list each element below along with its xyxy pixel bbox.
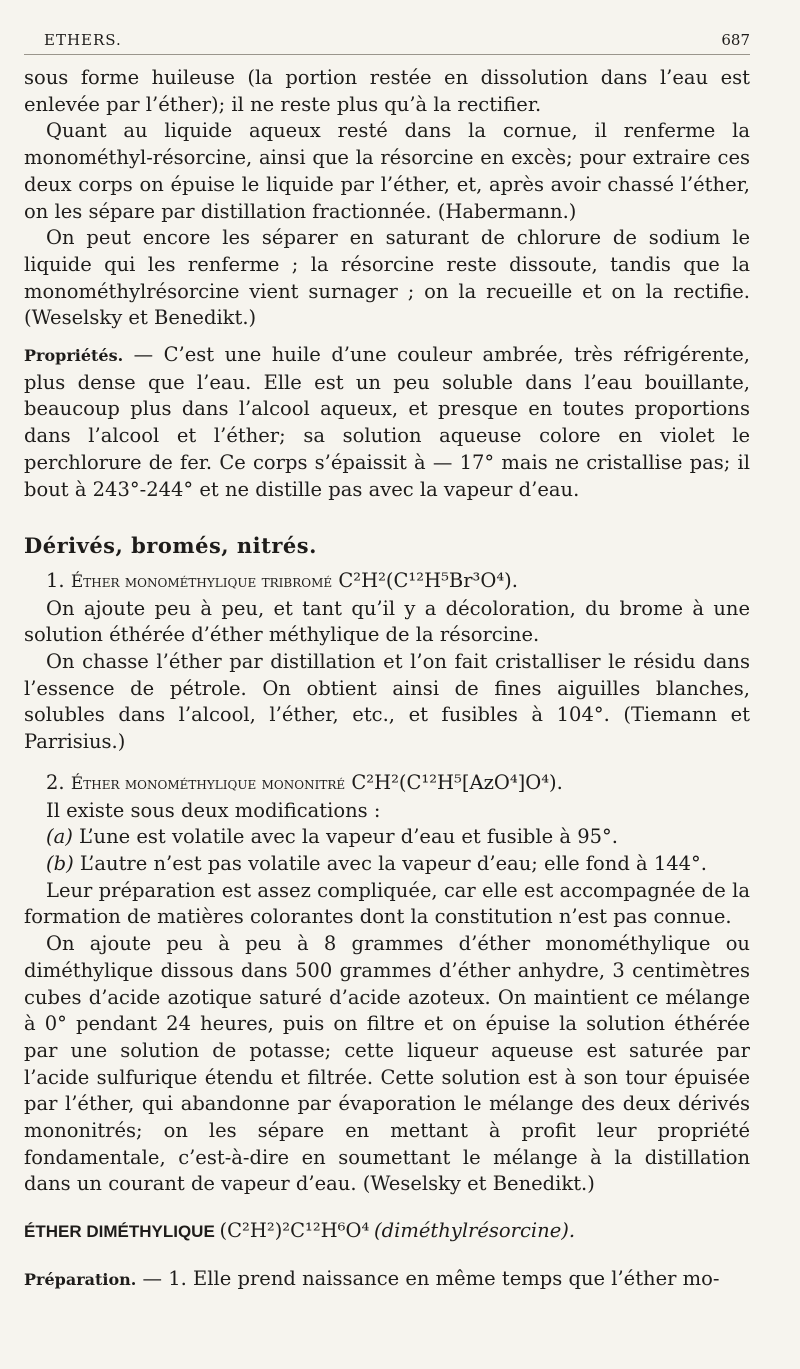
page-header	[24, 30, 750, 55]
properties-text: — C’est une huile d’une couleur ambrée, très réfrigérente, plus dense que l’eau. Elle est un peu soluble dans l’eau bouillante, beaucoup plus dans l’alcool aqueux, et presque en toutes proportions dans l’alcool et l’éther; sa solution aqueuse colore en violet le perchlorure de fer. Ce corps s’épaissit à — 17° mais ne cristallise pas; il bout à 243°-244° et ne distille pas avec la vapeur d’eau.	[24, 343, 750, 501]
ether-dimethylique-formula: (C²H²)²C¹²H⁶O⁴	[219, 1219, 370, 1243]
item1-paragraph: On chasse l’éther par distillation et l’on fait cristalliser le résidu dans l’essence de pétrole. On obtient ainsi de fines aiguilles blanches, solubles dans l’alcool, l’éther, etc., et fusibles à 104°. (Tiemann et Parrisius.)	[24, 650, 750, 754]
item1-paragraph: On ajoute peu à peu, et tant qu’il y a décoloration, du brome à une solution éthérée d’éther méthylique de la résorcine.	[24, 596, 750, 647]
properties-paragraph	[24, 342, 750, 503]
paragraph-separation: On peut encore les séparer en saturant de chlorure de sodium le liquide qui les renferme ; la résorcine reste dissoute, tandis que la monométhylrésorcine vient surnager ; on la recueille et on la rectifie. (Weselsky et Benedikt.)	[24, 226, 750, 330]
paragraph-aqueous-liquid: Quant au liquide aqueux resté dans la cornue, il renferme la monométhyl-résorcine, ainsi que la résorcine en excès; pour extraire ces deux corps on épuise le liquide par l’éther, et, après avoir chassé l’éther, on les sépare par distillation fractionnée. (Habermann.)	[24, 119, 750, 223]
item1-formula: C²H²(C¹²H⁵Br³O⁴).	[338, 568, 518, 592]
item2-mod-b	[24, 851, 750, 878]
mod-a-label: (a)	[46, 825, 73, 849]
preparation-paragraph	[24, 1266, 750, 1294]
paragraph-continuation: sous forme huileuse (la portion restée en dissolution dans l’eau est enlevée par l’éther); il ne reste plus qu’à la rectifier.	[24, 66, 750, 116]
properties-lead: Propriétés.	[24, 346, 124, 366]
mod-a-text: L’une est volatile avec la vapeur d’eau et fusible à 95°.	[79, 825, 618, 849]
ether-dimethylique-title	[24, 1218, 750, 1246]
preparation-lead: Préparation.	[24, 1269, 137, 1289]
item2-number: 2.	[46, 770, 65, 794]
item1-title	[24, 568, 750, 596]
page-number: 687	[721, 31, 750, 49]
item2-name: Éther monométhylique mononitré	[70, 773, 346, 794]
section-heading: Dérivés, bromés, nitrés.	[24, 533, 317, 559]
mod-b-text: L’autre n’est pas volatile avec la vapeur d’eau; elle fond à 144°.	[79, 851, 708, 875]
item2-intro: Il existe sous deux modifications :	[46, 798, 381, 822]
item2-mod-a	[24, 824, 750, 851]
document-page	[24, 30, 750, 1294]
item2-formula: C²H²(C¹²H⁵[AzO⁴]O⁴).	[351, 770, 563, 794]
running-title: ETHERS.	[44, 31, 122, 49]
ether-dimethylique-label: ÉTHER DIMÉTHYLIQUE	[24, 1222, 215, 1242]
ether-dimethylique-name: (diméthylrésorcine).	[374, 1219, 576, 1243]
preparation-text: — 1. Elle prend naissance en même temps que l’éther mo-	[136, 1266, 720, 1290]
mod-b-label: (b)	[46, 851, 74, 875]
item2-title	[24, 770, 750, 798]
item2-paragraph: Leur préparation est assez compliquée, car elle est accompagnée de la formation de matières colorantes dont la constitution n’est pas connue.	[24, 878, 750, 929]
item2-paragraph: On ajoute peu à peu à 8 grammes d’éther monométhylique ou diméthylique dissous dans 500 grammes d’éther anhydre, 3 centimètres cubes d’acide azotique saturé d’acide azoteux. On maintient ce mélange à 0° pendant 24 heures, puis on filtre et on épuise la solution éthérée par une solution de potasse; cette liqueur aqueuse est saturée par l’acide sulfurique étendu et filtrée. Cette solution est à son tour épuisée par l’éther, qui abandonne par évaporation le mélange des deux dérivés mononitrés; on les sépare en mettant à profit leur propriété fondamentale, c’est-à-dire en soumettant le mélange à la distillation dans un courant de vapeur d’eau. (Weselsky et Benedikt.)	[24, 932, 750, 1196]
item1-name: Éther monométhylique tribromé	[70, 571, 333, 592]
item1-number: 1.	[46, 568, 65, 592]
